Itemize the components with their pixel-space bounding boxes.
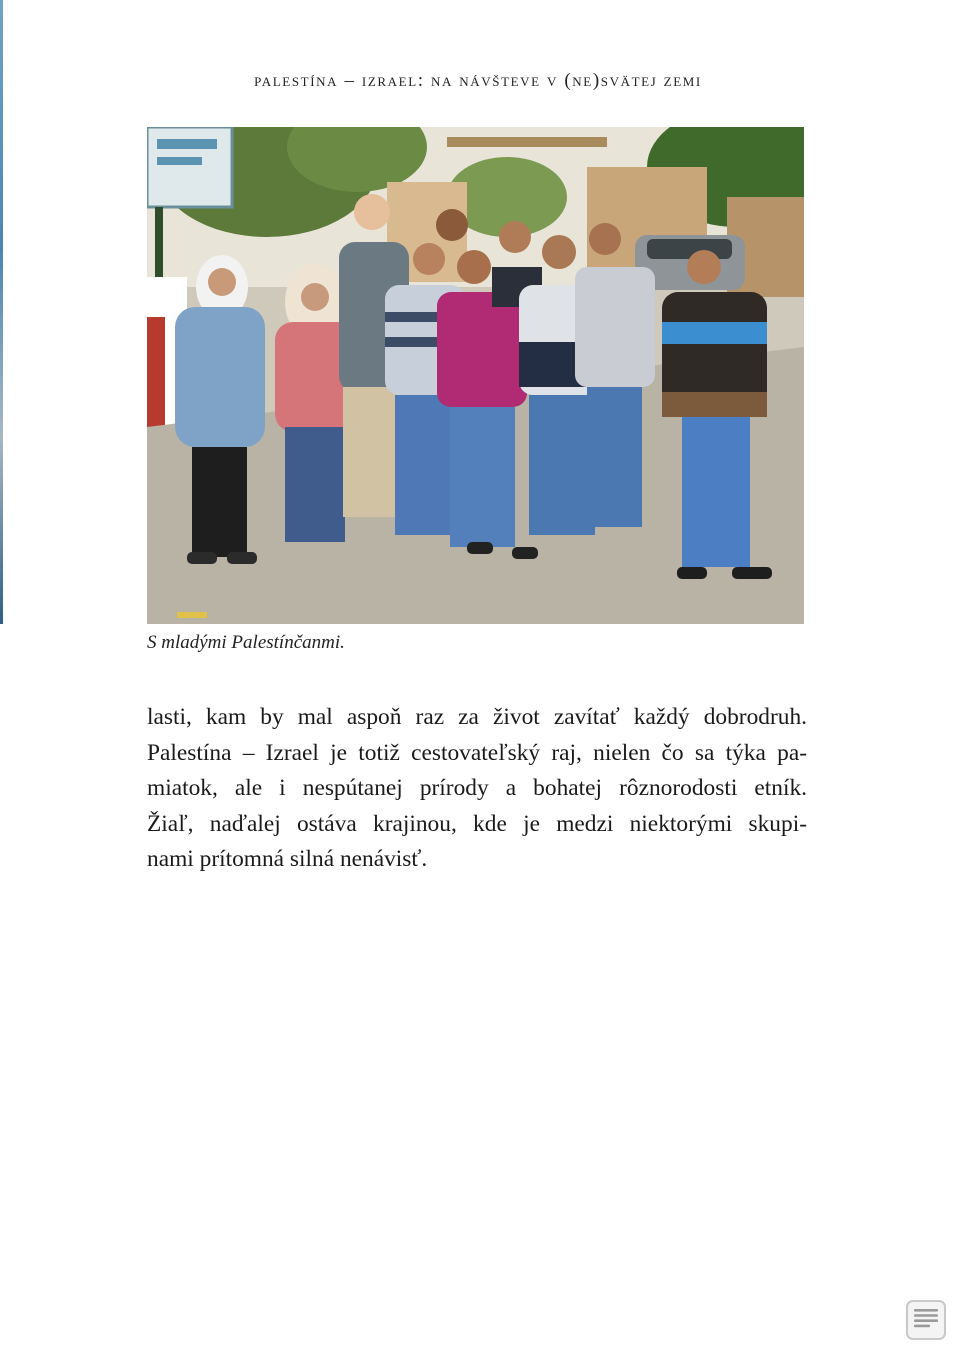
body-line: Žiaľ, naďalej ostáva krajinou, kde je medzi niektorými skupi- [147, 810, 807, 837]
hamburger-menu-icon [913, 1307, 939, 1333]
body-line: miatok, ale i nespútanej prírody a bohatej rôznorodosti etník. [147, 775, 807, 801]
photo-caption: S mladými Palestínčanmi. [147, 632, 345, 653]
body-line: lasti, kam by mal aspoň raz za život zavítať každý dobrodruh. [147, 704, 807, 730]
body-line: Palestína – Izrael je totiž cestovateľský raj, nielen čo sa týka pa- [147, 739, 807, 766]
running-header: palestína – izrael: na návšteve v (ne)svätej zemi [254, 70, 702, 91]
group-photo [147, 127, 804, 624]
previous-page-edge [0, 0, 3, 624]
body-paragraph [147, 700, 807, 878]
body-line: nami prítomná silná nenávisť. [147, 846, 428, 872]
reader-menu-button[interactable] [906, 1300, 946, 1340]
